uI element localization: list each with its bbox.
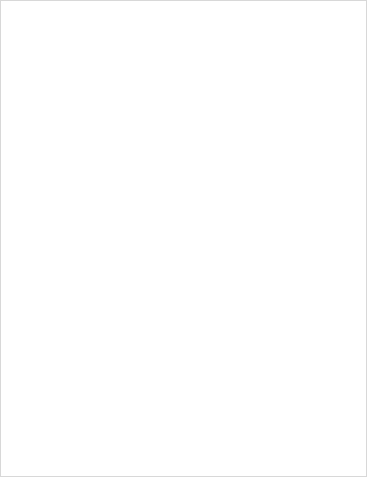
chart-svg: [1, 1, 367, 478]
